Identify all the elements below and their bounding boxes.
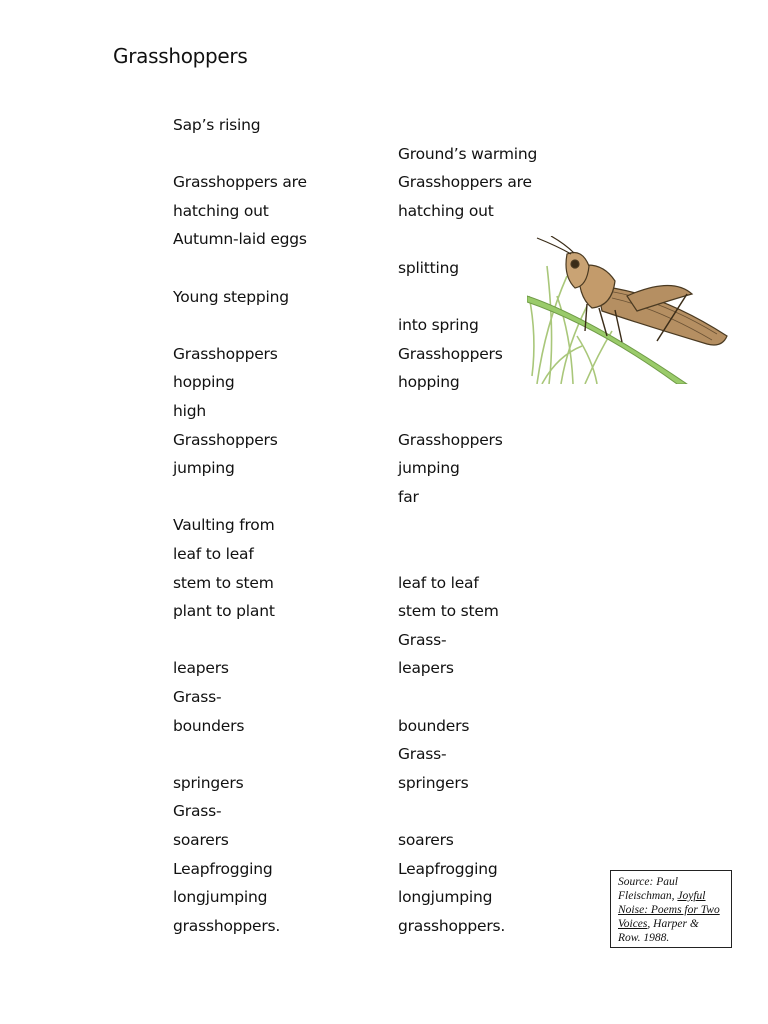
poem-line: jumping <box>173 459 235 478</box>
poem-line: Grass- <box>398 630 447 649</box>
source-book-title: Joyful Noise: Poems for Two Voices <box>618 890 720 930</box>
poem-line: Leapfrogging <box>398 859 498 878</box>
poem-line: Sap’s rising <box>173 116 261 134</box>
poem-line: splitting <box>398 259 459 277</box>
grasshopper-illustration-icon <box>527 236 733 384</box>
poem-line: bounders <box>173 716 245 735</box>
poem-line: Grasshoppers are <box>173 173 307 192</box>
poem-line: Grass- <box>173 802 222 821</box>
poem-line: grasshoppers. <box>173 916 281 935</box>
poem-line: Grass- <box>173 688 222 706</box>
poem-line: grasshoppers. <box>398 916 506 935</box>
poem-line: Leapfrogging <box>173 859 273 878</box>
poem-line: Vaulting from <box>173 516 275 535</box>
poem-line: stem to stem <box>173 573 274 592</box>
source-citation <box>610 870 732 948</box>
source-prefix: Source: Paul Fleischman, <box>618 876 678 902</box>
poem-line: leapers <box>173 659 229 678</box>
poem-line: Ground’s warming <box>398 144 538 163</box>
poem-line: plant to plant <box>173 602 275 621</box>
poem-line: soarers <box>173 831 229 849</box>
poem-line: leaf to leaf <box>173 545 254 563</box>
poem-line: Grasshoppers <box>398 430 503 449</box>
poem-line: leapers <box>398 659 454 678</box>
poem-line: hatching out <box>173 201 269 220</box>
poem-line: longjumping <box>398 888 493 907</box>
poem-line: far <box>398 487 419 506</box>
poem-line: into spring <box>398 316 479 335</box>
poem-line: Grasshoppers <box>398 344 503 363</box>
poem-line: springers <box>173 773 244 792</box>
poem-line: soarers <box>398 831 454 849</box>
poem-line: hopping <box>398 373 460 392</box>
poem-line: hatching out <box>398 201 494 220</box>
page-title: Grasshoppers <box>113 44 248 68</box>
poem-line: Autumn-laid eggs <box>173 230 307 249</box>
source-suffix: , Harper & Row. 1988. <box>618 918 699 944</box>
poem-line: bounders <box>398 716 470 735</box>
poem-line: longjumping <box>173 888 268 907</box>
poem-line: Grasshoppers <box>173 344 278 363</box>
poem-line: leaf to leaf <box>398 573 479 592</box>
poem-line: Grasshoppers are <box>398 173 532 192</box>
poem-line: hopping <box>173 373 235 392</box>
poem-line: springers <box>398 773 469 792</box>
poem-line: Young stepping <box>173 287 289 306</box>
poem-line: jumping <box>398 459 460 478</box>
poem-line: stem to stem <box>398 602 499 621</box>
poem-line: Grass- <box>398 745 447 764</box>
poem-line: high <box>173 402 206 420</box>
poem-line: Grasshoppers <box>173 430 278 449</box>
